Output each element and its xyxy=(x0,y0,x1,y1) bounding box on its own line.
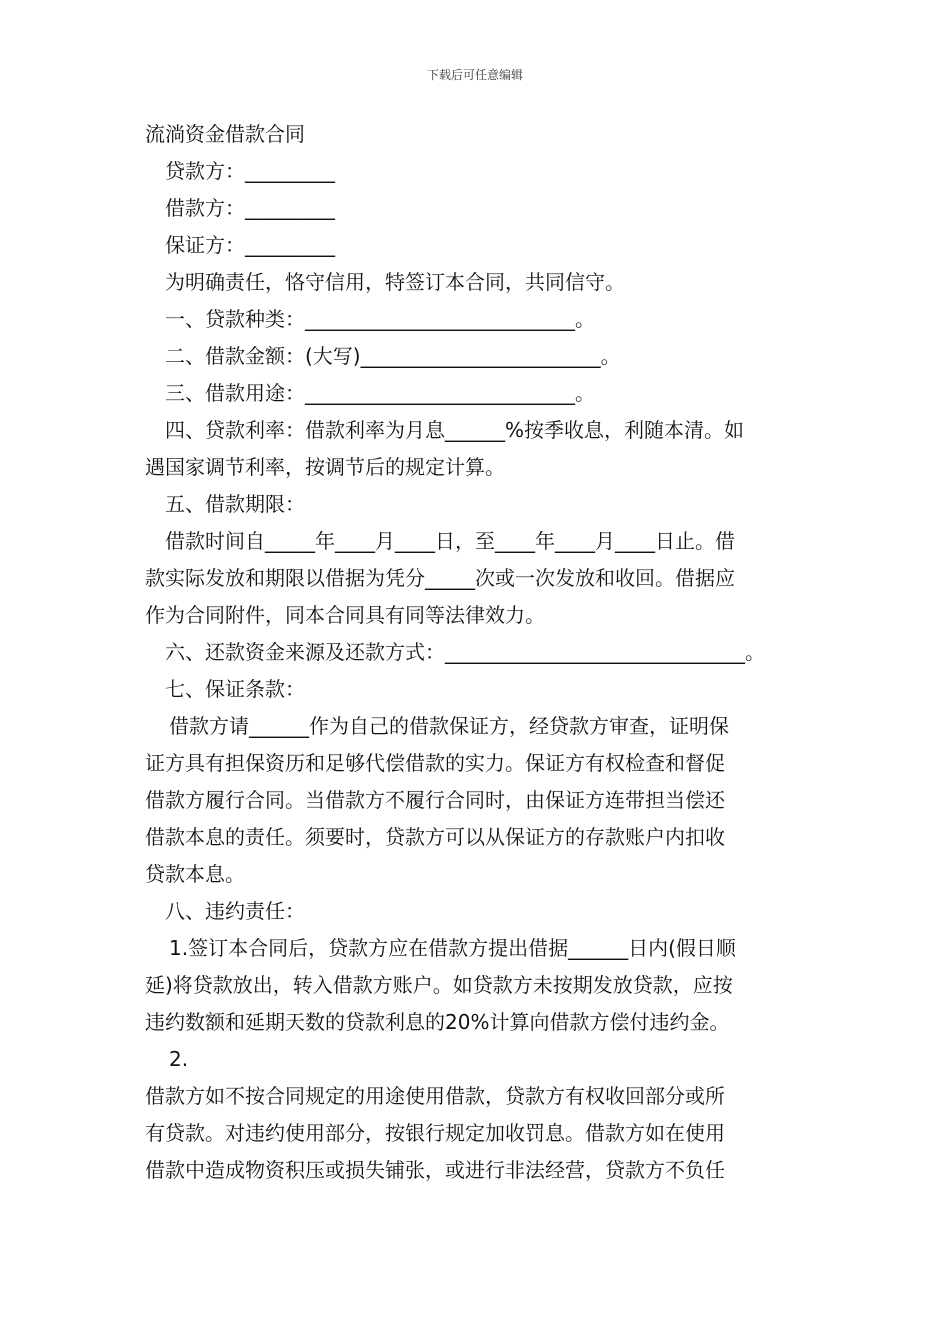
section-7-guarantee-line-4: 借款本息的责任。须要时，贷款方可以从保证方的存款账户内扣收 xyxy=(145,825,725,849)
section-7-guarantee-line-1: 借款方请______作为自己的借款保证方，经贷款方审查，证明保 xyxy=(169,714,729,738)
section-8-clause-2-line-3: 借款中造成物资积压或损失铺张，或进行非法经营，贷款方不负任 xyxy=(145,1158,725,1182)
section-2-loan-amount: 二、借款金额：(大写)________________________。 xyxy=(165,344,621,368)
section-5-term-line-1: 借款时间自_____年____月____日，至____年____月____日止。借 xyxy=(165,529,735,553)
section-3-loan-purpose: 三、借款用途：___________________________。 xyxy=(165,381,595,405)
page-header: 下载后可任意编辑 xyxy=(426,68,523,82)
section-7-guarantee-line-5: 贷款本息。 xyxy=(145,862,245,886)
section-7-guarantee-line-2: 证方具有担保资历和足够代偿借款的实力。保证方有权检查和督促 xyxy=(145,751,725,775)
preamble: 为明确责任，恪守信用，特签订本合同，共同信守。 xyxy=(165,270,625,294)
contract-body xyxy=(145,116,815,1189)
section-5-heading: 五、借款期限： xyxy=(165,492,305,516)
section-5-term-line-3: 作为合同附件，同本合同具有同等法律效力。 xyxy=(145,603,545,627)
section-8-clause-1-line-2: 延)将贷款放出，转入借款方账户。如贷款方未按期发放贷款，应按 xyxy=(145,973,733,997)
section-1-loan-type: 一、贷款种类：___________________________。 xyxy=(165,307,595,331)
document-title: 流淌资金借款合同 xyxy=(145,122,305,146)
section-5-term-line-2: 款实际发放和期限以借据为凭分_____次或一次发放和收回。借据应 xyxy=(145,566,735,590)
section-8-clause-2-number: 2. xyxy=(169,1047,189,1071)
guarantor-line: 保证方：_________ xyxy=(165,233,335,257)
section-4-interest-line-2: 遇国家调节利率，按调节后的规定计算。 xyxy=(145,455,505,479)
section-7-heading: 七、保证条款： xyxy=(165,677,305,701)
section-8-clause-1-line-1: 1.签订本合同后，贷款方应在借款方提出借据______日内(假日顺 xyxy=(169,936,736,960)
section-8-clause-2-line-2: 有贷款。对违约使用部分，按银行规定加收罚息。借款方如在使用 xyxy=(145,1121,725,1145)
section-8-heading: 八、违约责任： xyxy=(165,899,305,923)
section-7-guarantee-line-3: 借款方履行合同。当借款方不履行合同时，由保证方连带担当偿还 xyxy=(145,788,725,812)
section-8-clause-1-line-3: 违约数额和延期天数的贷款利息的20%计算向借款方偿付违约金。 xyxy=(145,1010,730,1034)
section-6-repayment: 六、还款资金来源及还款方式：______________________________。 xyxy=(165,640,765,664)
lender-line: 贷款方：_________ xyxy=(165,159,335,183)
borrower-line: 借款方：_________ xyxy=(165,196,335,220)
section-8-clause-2-line-1: 借款方如不按合同规定的用途使用借款，贷款方有权收回部分或所 xyxy=(145,1084,725,1108)
section-4-interest-line-1: 四、贷款利率：借款利率为月息______%按季收息，利随本清。如 xyxy=(165,418,745,442)
